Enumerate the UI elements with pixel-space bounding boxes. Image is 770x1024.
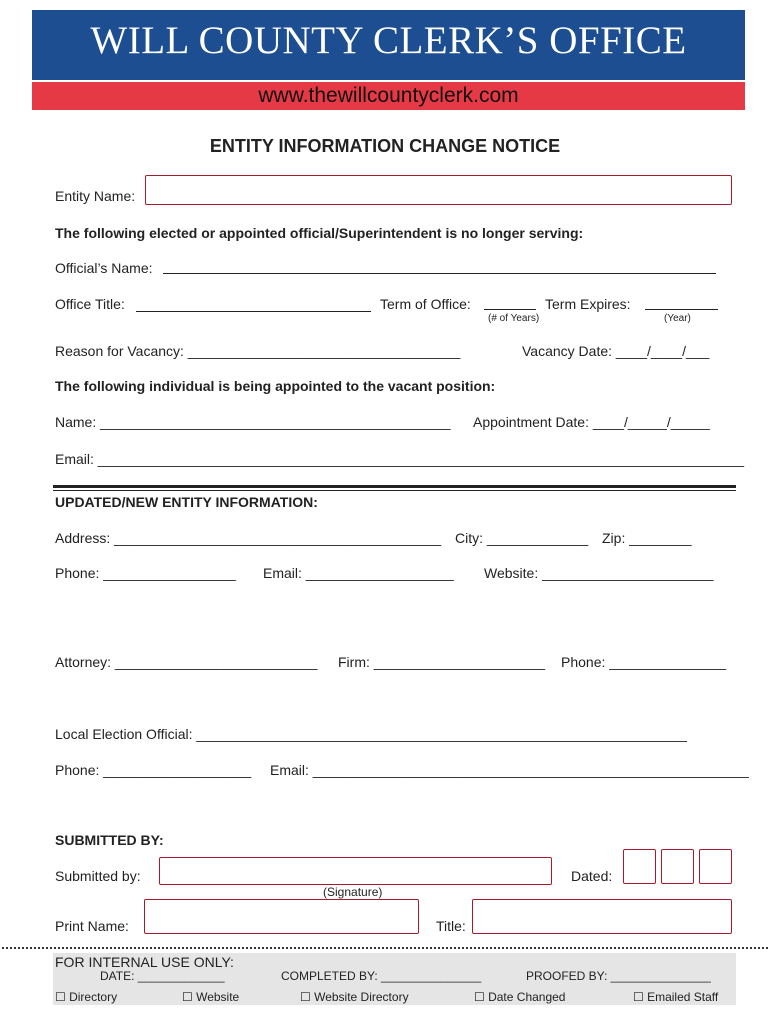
internal-date[interactable]: DATE: _____________ (100, 969, 225, 983)
checkbox-directory[interactable]: ☐ Directory (55, 990, 118, 1004)
title-label: Title: (436, 918, 466, 934)
term-expires-field[interactable] (645, 309, 718, 310)
office-title: WILL COUNTY CLERK’S OFFICE (90, 19, 687, 62)
phone-field[interactable]: Phone: _________________ (55, 565, 236, 581)
submitted-heading: SUBMITTED BY: (55, 832, 164, 848)
checkbox-website[interactable]: ☐ Website (182, 990, 240, 1004)
checkbox-label: Emailed Staff (647, 990, 719, 1004)
entity-name-label: Entity Name: (55, 188, 136, 204)
zip-field[interactable]: Zip: ________ (602, 530, 692, 546)
year-note: (Year) (664, 313, 691, 324)
url-bar (32, 82, 745, 110)
title-field[interactable] (472, 899, 732, 934)
internal-heading: FOR INTERNAL USE ONLY: (55, 954, 234, 970)
section-no-longer-serving: The following elected or appointed official/Superintendent is no longer serving: (55, 225, 584, 241)
divider-thin (53, 490, 736, 491)
checkbox-label: Date Changed (488, 990, 566, 1004)
signature-note: (Signature) (323, 885, 383, 899)
entity-name-field[interactable] (145, 175, 732, 205)
office-title-field[interactable] (136, 311, 371, 312)
city-field[interactable]: City: _____________ (455, 530, 589, 546)
checkbox-label: Website Directory (314, 990, 409, 1004)
official-name-field[interactable] (163, 273, 716, 274)
reason-for-vacancy[interactable]: Reason for Vacancy: ___________________________________ (55, 343, 461, 359)
submitted-by-label: Submitted by: (55, 868, 141, 884)
years-note: (# of Years) (488, 313, 540, 324)
date-year-field[interactable] (699, 849, 732, 884)
email-field[interactable]: Email: ___________________ (263, 565, 454, 581)
website-url: www.thewillcountyclerk.com (258, 84, 519, 107)
checkbox-emailed-staff[interactable]: ☐ Emailed Staff (633, 990, 719, 1004)
date-month-field[interactable] (623, 849, 656, 884)
appointee-name[interactable]: Name: _____________________________________________ (55, 414, 451, 430)
checkbox-label: Directory (69, 990, 118, 1004)
header-banner (32, 10, 745, 80)
election-phone-field[interactable]: Phone: ___________________ (55, 762, 252, 778)
attorney-field[interactable]: Attorney: __________________________ (55, 654, 318, 670)
appointment-date[interactable]: Appointment Date: ____/_____/_____ (473, 414, 710, 430)
dated-label: Dated: (571, 868, 613, 884)
term-of-office-label: Term of Office: (380, 296, 471, 312)
checkbox-label: Website (196, 990, 240, 1004)
website-field[interactable]: Website: ______________________ (484, 565, 714, 581)
appointee-email[interactable]: Email: ___________________________________________________________________________________ (55, 451, 745, 467)
vacancy-date[interactable]: Vacancy Date: ____/____/___ (522, 343, 710, 359)
official-name-label: Official’s Name: (55, 260, 153, 276)
divider (53, 485, 736, 488)
local-election-official-field[interactable]: Local Election Official: _______________________________________________________________ (55, 726, 687, 742)
signature-field[interactable] (159, 857, 552, 885)
document-title: ENTITY INFORMATION CHANGE NOTICE (209, 136, 561, 156)
checkbox-date-changed[interactable]: ☐ Date Changed (474, 990, 566, 1004)
date-day-field[interactable] (661, 849, 694, 884)
attorney-phone-field[interactable]: Phone: _______________ (561, 654, 727, 670)
election-email-field[interactable]: Email: ________________________________________________________ (270, 762, 749, 778)
checkbox-website-directory[interactable]: ☐ Website Directory (300, 990, 409, 1004)
term-expires-label: Term Expires: (545, 296, 631, 312)
term-of-office-field[interactable] (484, 309, 536, 310)
internal-proofed-by[interactable]: PROOFED BY: _______________ (526, 969, 711, 983)
firm-field[interactable]: Firm: ______________________ (338, 654, 546, 670)
updated-heading: UPDATED/NEW ENTITY INFORMATION: (55, 494, 318, 510)
address-field[interactable]: Address: __________________________________________ (55, 530, 442, 546)
print-name-field[interactable] (144, 899, 419, 934)
section-appointed: The following individual is being appointed to the vacant position: (55, 378, 496, 394)
office-title-label: Office Title: (55, 296, 125, 312)
print-name-label: Print Name: (55, 918, 129, 934)
cut-line (2, 947, 768, 949)
internal-completed-by[interactable]: COMPLETED BY: _______________ (281, 969, 482, 983)
